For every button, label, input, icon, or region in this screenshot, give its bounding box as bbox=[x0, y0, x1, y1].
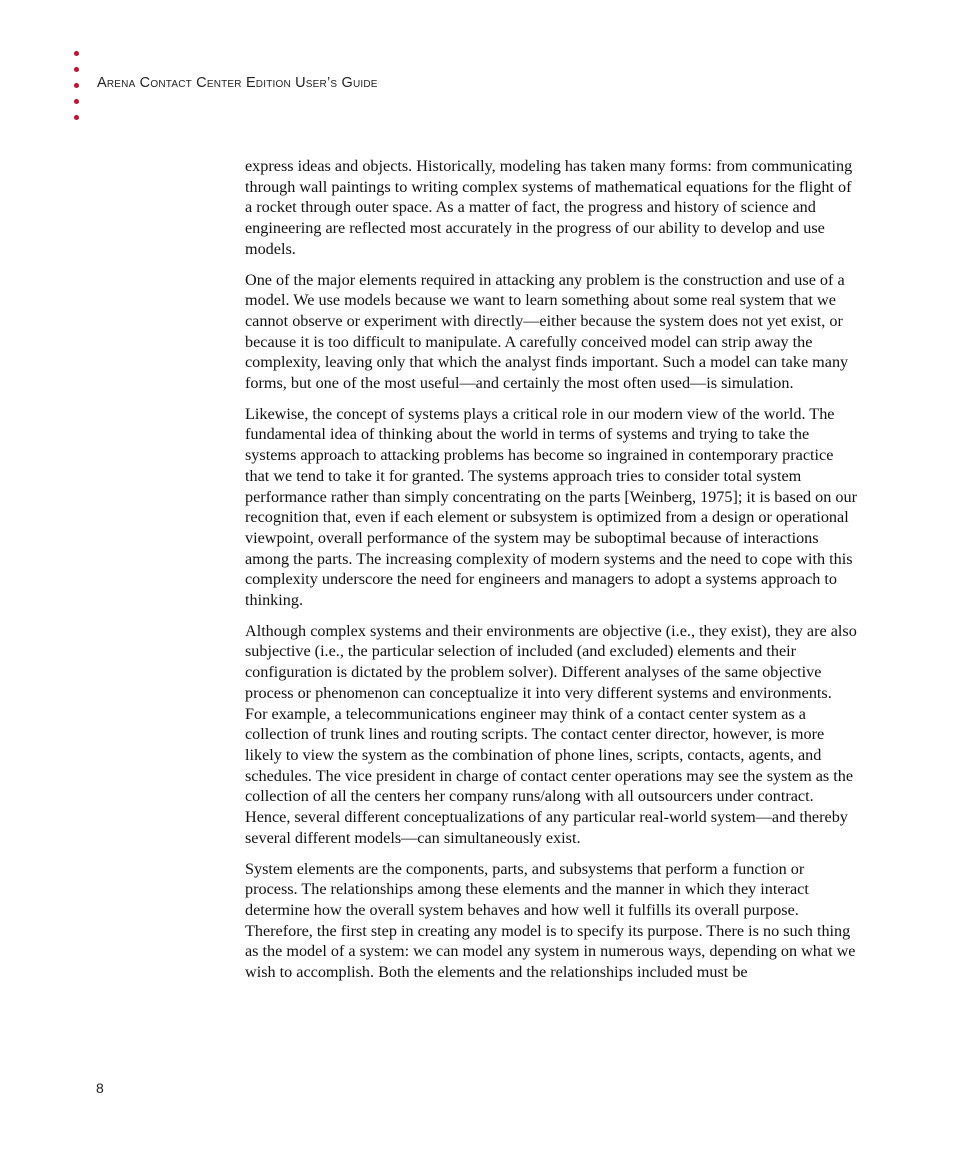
body-text bbox=[245, 156, 857, 993]
bullet-icon bbox=[74, 67, 79, 72]
paragraph: Although complex systems and their environments are objective (i.e., they exist), they are also subjective (i.e., the particular selection of included (and excluded) elements and their configuration is dictated by the problem solver). Different analyses of the same objective process or phenomenon can conceptualize it into very different systems and environments. For example, a telecommunications engineer may think of a contact center system as a collection of trunk lines and routing scripts. The contact center director, however, is more likely to view the system as the combination of phone lines, scripts, contacts, agents, and schedules. The vice president in charge of contact center operations may see the system as the collection of all the centers her company runs/along with all outsourcers under contract. Hence, several different conceptualizations of any particular real-world system—and thereby several different models—can simultaneously exist. bbox=[245, 621, 857, 847]
bullet-icon bbox=[74, 83, 79, 88]
paragraph: Likewise, the concept of systems plays a critical role in our modern view of the world. The fundamental idea of thinking about the world in terms of systems and trying to take the systems approach to attacking problems has become so ingrained in contemporary practice that we tend to take it for granted. The systems approach tries to consider total system performance rather than simply concentrating on the parts [Weinberg, 1975]; it is based on our recognition that, even if each element or subsystem is optimized from a design or operational viewpoint, overall performance of the system may be suboptimal because of interactions among the parts. The increasing complexity of modern systems and the need to cope with this complexity underscore the need for engineers and managers to adopt a systems approach to thinking. bbox=[245, 404, 857, 610]
paragraph: express ideas and objects. Historically, modeling has taken many forms: from communicating through wall paintings to writing complex systems of mathematical equations for the flight of a rocket through outer space. As a matter of fact, the progress and history of science and engineering are reflected most accurately in the progress of our ability to develop and use models. bbox=[245, 157, 853, 258]
paragraph: One of the major elements required in attacking any problem is the construction and use of a model. We use models because we want to learn something about some real system that we cannot observe or experiment with directly—either because the system does not yet exist, or because it is too difficult to manipulate. A carefully conceived model can strip away the complexity, leaving only that which the analyst finds important. Such a model can take many forms, but one of the most useful—and certainly the most often used—is simulation. bbox=[245, 270, 849, 393]
bullet-icon bbox=[74, 99, 79, 104]
running-header-title: Arena Contact Center Edition User’s Guide bbox=[97, 75, 378, 91]
page-number: 8 bbox=[96, 1080, 104, 1096]
bullet-icon bbox=[74, 115, 79, 120]
bullet-icon bbox=[74, 51, 79, 56]
paragraph: System elements are the components, parts, and subsystems that perform a function or process. The relationships among these elements and the manner in which they interact determine how the overall system behaves and how well it fulfills its overall purpose. Therefore, the first step in creating any model is to specify its purpose. There is no such thing as the model of a system: we can model any system in numerous ways, depending on what we wish to accomplish. Both the elements and the relationships included must be bbox=[245, 859, 856, 982]
